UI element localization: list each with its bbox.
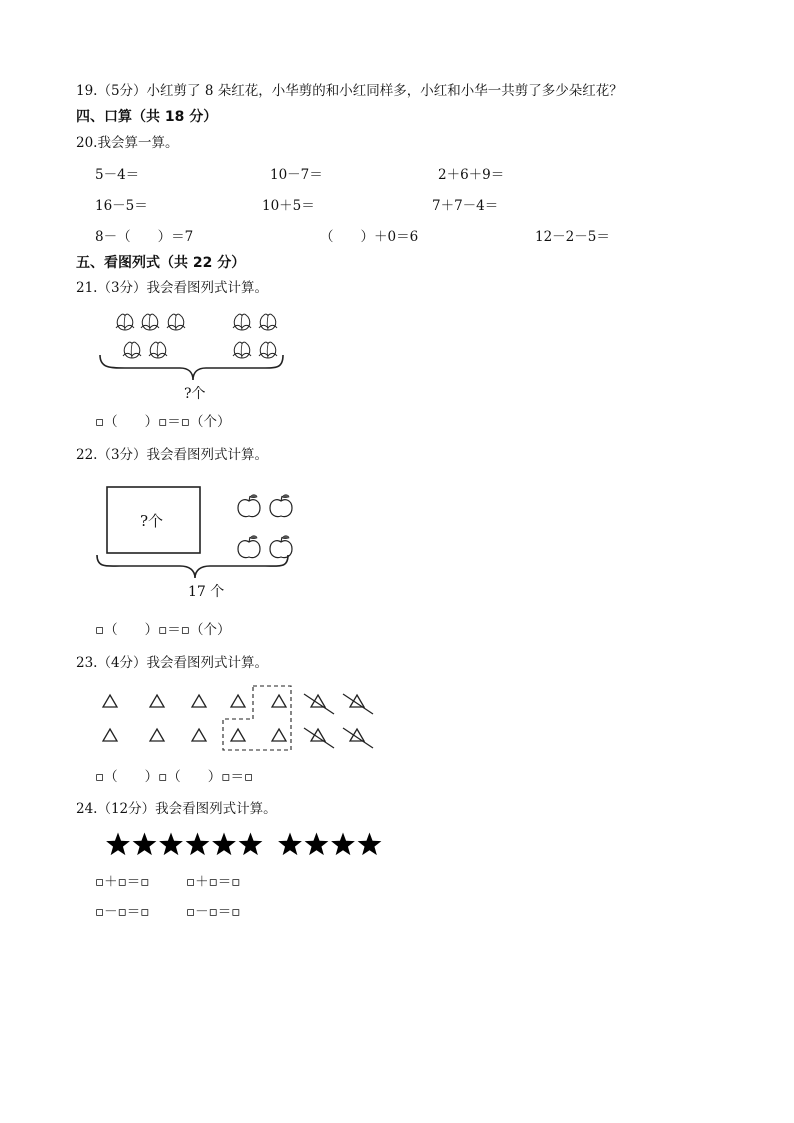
brace bbox=[97, 555, 288, 578]
triangle-icon bbox=[231, 729, 245, 741]
star-icon bbox=[106, 833, 130, 856]
calc-item: 5－4＝ bbox=[95, 167, 140, 183]
star-icon bbox=[278, 833, 302, 856]
q24-formula-4: ▫－▫＝▫ bbox=[186, 904, 241, 920]
peach-icon bbox=[233, 314, 251, 330]
question-21: 21.（3分）我会看图列式计算。 bbox=[76, 280, 269, 296]
apple-icon bbox=[270, 536, 292, 558]
question-22: 22.（3分）我会看图列式计算。 bbox=[76, 447, 269, 463]
q23-formula: ▫（ ）▫（ ）▫＝▫ bbox=[95, 769, 254, 785]
apple-icon bbox=[238, 495, 260, 517]
star-icon bbox=[159, 833, 183, 856]
peach-icon bbox=[149, 342, 167, 358]
calc-item: 16－5＝ bbox=[95, 198, 148, 214]
question-23: 23.（4分）我会看图列式计算。 bbox=[76, 655, 269, 671]
calc-item: 12－2－5＝ bbox=[535, 229, 610, 245]
peach-icon bbox=[141, 314, 159, 330]
star-icon bbox=[358, 833, 382, 856]
brace bbox=[100, 355, 283, 380]
crossed-triangle-icon bbox=[304, 728, 334, 748]
q24-formula-1: ▫＋▫＝▫ bbox=[95, 874, 150, 890]
section-5-title: 五、看图列式（共 22 分） bbox=[76, 255, 246, 271]
star-icon bbox=[331, 833, 355, 856]
triangle-icon bbox=[272, 729, 286, 741]
question-24: 24.（12分）我会看图列式计算。 bbox=[76, 801, 277, 817]
calc-item: 2＋6＋9＝ bbox=[438, 167, 505, 183]
dashed-outline bbox=[223, 686, 291, 750]
q24-formula-3: ▫－▫＝▫ bbox=[95, 904, 150, 920]
triangle-icon bbox=[150, 695, 164, 707]
triangle-icon bbox=[272, 695, 286, 707]
triangle-icon bbox=[192, 695, 206, 707]
calc-item: 8－（ ）＝7 bbox=[95, 229, 194, 245]
triangle-icon bbox=[192, 729, 206, 741]
q22-brace-label: 17 个 bbox=[188, 584, 225, 600]
triangle-icon bbox=[231, 695, 245, 707]
star-icon bbox=[186, 833, 210, 856]
q24-formula-2: ▫＋▫＝▫ bbox=[186, 874, 241, 890]
star-icon bbox=[305, 833, 329, 856]
calc-item: 7＋7－4＝ bbox=[432, 198, 499, 214]
calc-item: 10＋5＝ bbox=[262, 198, 315, 214]
apple-icon bbox=[238, 536, 260, 558]
q21-formula: ▫（ ）▫＝▫（个） bbox=[95, 414, 231, 430]
section-4-title: 四、口算（共 18 分） bbox=[76, 109, 218, 125]
peach-icon bbox=[123, 342, 141, 358]
peach-icon bbox=[259, 342, 277, 358]
triangle-icon bbox=[103, 695, 117, 707]
peach-icon bbox=[167, 314, 185, 330]
crossed-triangle-icon bbox=[343, 728, 373, 748]
crossed-triangle-icon bbox=[343, 694, 373, 714]
apple-icon bbox=[270, 495, 292, 517]
star-icon bbox=[133, 833, 157, 856]
calc-item: （ ）＋0＝6 bbox=[320, 229, 419, 245]
peach-icon bbox=[116, 314, 134, 330]
crossed-triangle-icon bbox=[304, 694, 334, 714]
triangle-icon bbox=[150, 729, 164, 741]
q22-formula: ▫（ ）▫＝▫（个） bbox=[95, 622, 231, 638]
star-icon bbox=[212, 833, 236, 856]
triangle-icon bbox=[103, 729, 117, 741]
q21-brace-label: ?个 bbox=[184, 386, 206, 402]
question-19: 19.（5分）小红剪了 8 朵红花，小华剪的和小红同样多，小红和小华一共剪了多少朵红花？ bbox=[76, 83, 623, 99]
peach-icon bbox=[233, 342, 251, 358]
calc-item: 10－7＝ bbox=[270, 167, 323, 183]
peach-icon bbox=[259, 314, 277, 330]
star-icon bbox=[239, 833, 263, 856]
q22-box-label: ?个 bbox=[140, 512, 164, 530]
question-20: 20.我会算一算。 bbox=[76, 135, 179, 151]
